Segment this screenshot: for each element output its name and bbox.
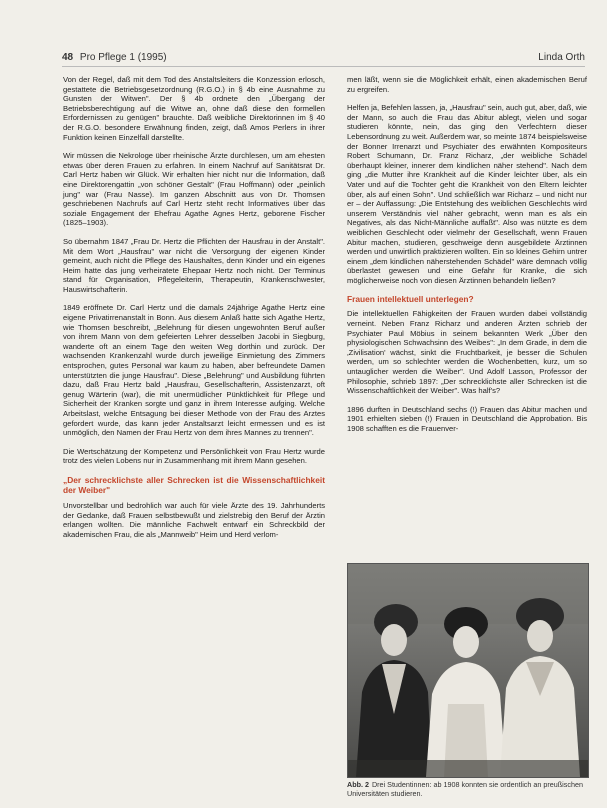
section-heading: „Der schrecklichste aller Schrecken ist die Wissenschaftlichkeit der Weiber" [63,474,325,495]
figure-caption-text: Drei Studentinnen: ab 1908 konnten sie ordentlich an preußischen Universitäten studieren. [347,780,583,798]
right-column [347,75,587,443]
photo-three-women [348,564,588,777]
journal-title: Pro Pflege 1 (1995) [79,52,167,63]
paragraph: Von der Regel, daß mit dem Tod des Anstaltsleiters die Konzession erlosch, gestattete die Betriebsgesetzordnung (R.G.O.) in § 4b eine Ausnahme zu Gunsten der Witwen". Der § 4b ordnete den „Übergang der Betriebsberechtigung auf die Witwe an, ohne daß diese den formellen Erfordernissen zu genügen" brauchte. Daß weibliche Direktorinnen im § 40 der R.G.O. besondere Erwähnung finden, zeigt, daß Amos Perlers in ihrer Funktion keinen Einzelfall darstellte. [63,75,325,142]
historic-photo [347,563,589,778]
paragraph: Helfen ja, Befehlen lassen, ja, „Hausfrau" sein, auch gut, aber, daß, wie der Mann, so auch die Frau das Abitur ablegt, vielen und sogar studieren könnte, nein, das ging den Verfechtern dieser Lebensordnung zu weit. Außerdem war, so meinte 1874 beispielsweise der Bonner Irrenarzt und Psychiater des erwähnten Kompositeurs Robert Schumann, Dr. Franz Richarz, „der weibliche Schädel überhaupt kleiner, innerer dem kindlichen näher stehend". Nach dem ging „die Mutter ihre Krankheit auf die Kinder leichter über, als ein Vater und auf die Tochter geht die Krankheit von den Eltern leichter über, als auf einen Sohn". Und schließlich war Richarz – und nicht nur er – der Auffassung: „Die Entstehung des weiblichen Geschlechts wird unserem Verständnis viel näher gebracht, wenn man es als ein Negatives, als das Nicht-Männliche auffaßt". Also was nützte es dem weiblichen Geschlecht oder vielmehr der Gesellschaft, wenn Frauen Abitur machen, studieren, geschweige denn ausgebildete Ärztinnen werden und unwirtlich praktizieren wollten. Ein so kleines Gehirn untrer einem „dem kindlichen näherstehenden Schädel" wäre demnach völlig überlastet gewesen und eine Gefahr für Kranke, die sich möglicherweise noch von diesen Ärztinnen behandeln ließen? [347,103,587,285]
left-column [63,75,325,548]
paragraph: 1849 eröffnete Dr. Carl Hertz und die damals 24jährige Agathe Hertz eine eigene Privatirrenanstalt in Bonn. Aus diesem Anlaß hatte sich Agathe Hertz, wie Thomsen beschreibt, „Belehrung für diesen ungewohnten Beruf außer von ihrem Mann von dem gefeierten Lehrer desselben Jacobi in Siegburg, wanderte oft an einem Tage den weiten Weg dorthin und zurück. Der wachsenden Krankenzahl wurde durch jeweilige Einmietung des Zimmers entsprochen, gutes Personal war kaum zu haben, aber befreundete Damen unterstützten die junge Hausfrau". Diese „Belehrung" und Ausbildung führten dazu, daß Frau Hertz bald „Hausfrau, Gesellschafterin, Assistenzarzt, oft genug Wärterin (war), die mit unermüdlicher Pünktlichkeit für Pflege und Sicherheit der Kranken sorgte und ganz in ihrem Interesse aufging. Welche Arbeitslast, welche Entsagung bei dieser Methode von der Frau des Arztes gefordert wurde, das kann jeder Anstaltsarzt leicht ermessen und es ist unmöglich, den Namen der Frau Hertz von dem ihres Mannes zu trennen". [63,303,325,438]
page-number: 48 [62,52,74,63]
header-rule [62,66,585,67]
section-heading: Frauen intellektuell unterlegen? [347,294,474,305]
figure-label: Abb. 2 [347,780,369,789]
paragraph: men läßt, wenn sie die Möglichkeit erhält, einen akademischen Beruf zu ergreifen. [347,75,587,94]
figure-caption [347,780,587,798]
page-header [62,52,585,66]
paragraph: Die intellektuellen Fähigkeiten der Frauen wurden dabei vollständig verneint. Neben Franz Richarz und anderen Ärzten schrieb der Psychiater Paul Möbius in seinem bekannten Werk „Über den physiologischen Schwachsinn des Weibes": „In dem Grade, in dem die ‚Zivilisation' wächst, sinkt die Fruchtbarkeit, je besser die Schulen werden, um so schlechter werden die Wochenbetten, kurz, um so untauglicher werden die Weiber". Und Adolf Lasson, Professor der Philosophie, schrieb 1897: „Der schrecklichste aller Schrecken ist die Wissenschaftlichkeit der Weiber". Was half's? [347,309,587,396]
author-name: Linda Orth [538,52,585,63]
paragraph: Wir müssen die Nekrologe über rheinische Ärzte durchlesen, um am ehesten etwas über deren Frauen zu erfahren. In einem Nachruf auf Sanitätsrat Dr. Carl Hertz haben wir Glück. Wir erhalten hier nicht nur die Information, daß eine Direktorengattin „von schöner Gestalt" (Frau Hoffmann) oder „peinlich jung" war (Frau Nasse). Im ganzen Abschnitt aus von Dr. Thomsen geschriebenen Nachrufs auf Carl Hertz steht recht Informatives über das soziale Engagement der Ehefrau Agathe Agnes Hertz, geborene Fischer (1825–1903). [63,151,325,228]
paragraph: Unvorstellbar und bedrohlich war auch für viele Ärzte des 19. Jahrhunderts der Gedanke, daß Frauen selbstbewußt und zielstrebig den Beruf der Ärztin erlangen wollten. Die männliche Fachwelt entwarf ein Schreckbild der akademischen Frau, die als „Mannweib" Heim und Herd verlom- [63,500,325,539]
paragraph: 1896 durften in Deutschland sechs (!) Frauen das Abitur machen und 1901 erhielten sieben (!) Frauen in Deutschland die Approbation. Bis 1908 schafften es die Frauenver- [347,404,587,433]
paragraph: So übernahm 1847 „Frau Dr. Hertz die Pflichten der Hausfrau in der Anstalt". Mit dem Wort „Hausfrau" war nicht die Versorgung der eigenen Kinder gemeint, auch nicht die Pflege des Haushaltes, denn Kinder und ein eigenes Heim hatte das jung verheiratete Ehepaar Hertz noch nicht. Der Terminus stand für Organisation, Pflegeleiterin, Therapeutin, Krankenschwester, Hauswirtschafterin. [63,236,325,294]
paragraph: Die Wertschätzung der Kompetenz und Persönlichkeit von Frau Hertz wurde trotz des vielen Lobens nur in Zusammenhang mit ihrem Mann gesehen. [63,446,325,466]
